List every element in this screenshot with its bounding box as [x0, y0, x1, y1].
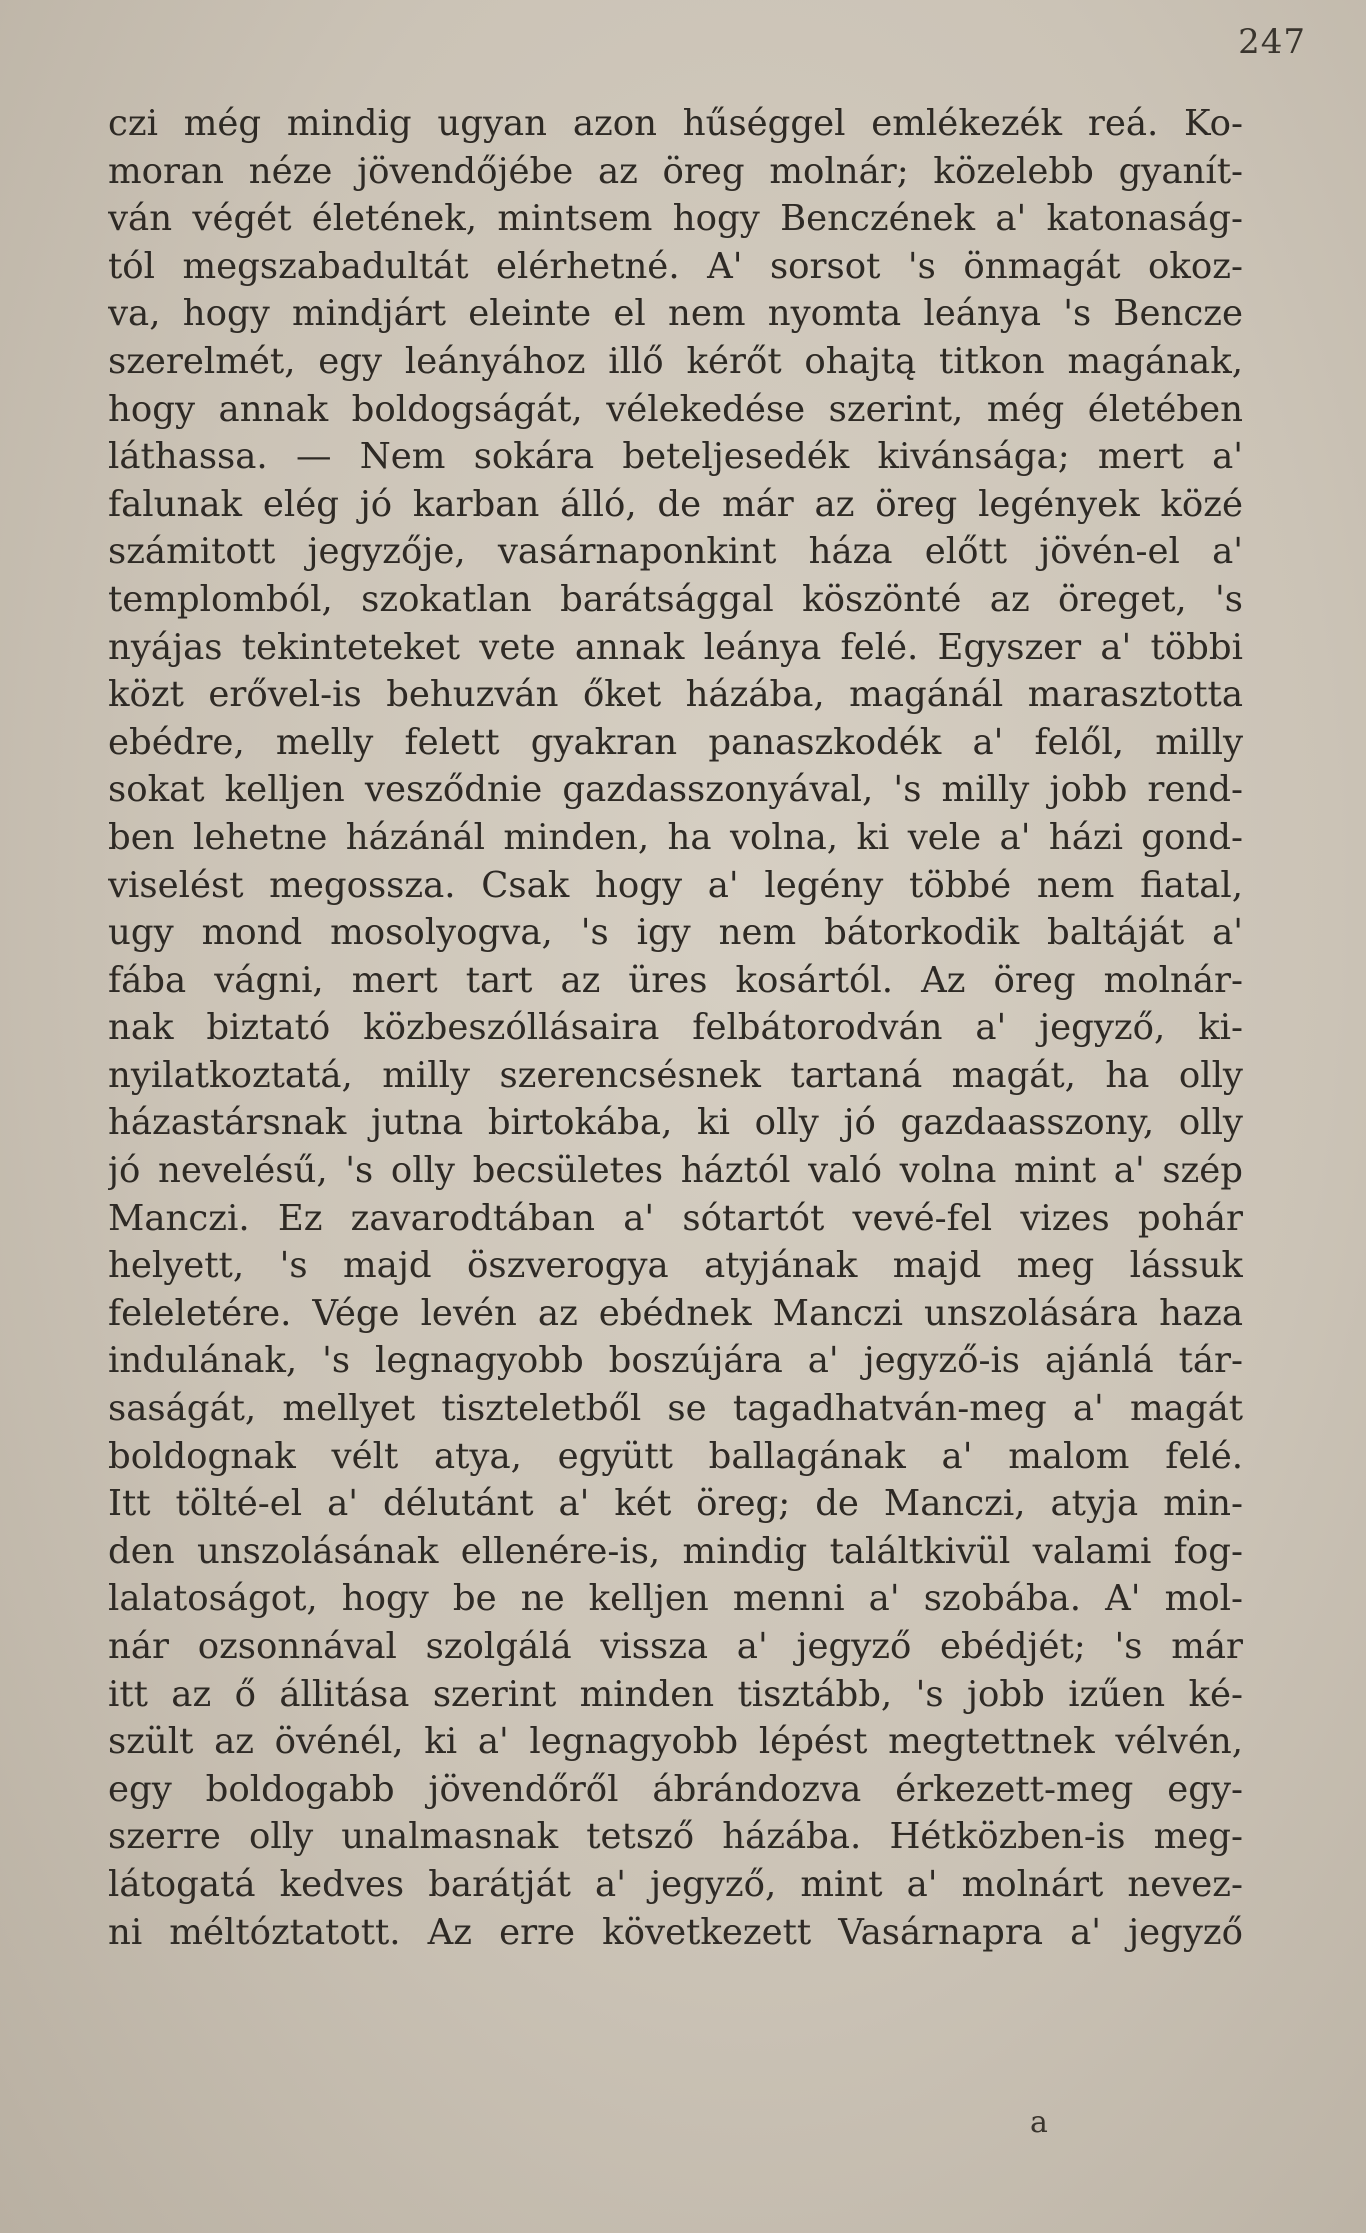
text-line: közt erővel-is behuzván őket házába, magánál marasztotta: [108, 674, 1243, 716]
text-line: nyilatkoztatá, milly szerencsésnek tartaná magát, ha olly: [108, 1054, 1243, 1096]
text-line: viselést megossza. Csak hogy a' legény többé nem fiatal,: [108, 864, 1243, 906]
text-line: lalatoságot, hogy be ne kelljen menni a' szobába. A' mol-: [108, 1578, 1243, 1620]
text-line: nyájas tekinteteket vete annak leánya felé. Egyszer a' többi: [108, 626, 1243, 668]
text-line: Itt tölté-el a' délutánt a' két öreg; de Manczi, atyja min-: [108, 1483, 1243, 1525]
text-line: falunak elég jó karban álló, de már az öreg legények közé: [108, 483, 1243, 525]
text-line: moran néze jövendőjébe az öreg molnár; közelebb gyanít-: [108, 150, 1243, 192]
text-line: ni méltóztatott. Az erre következett Vasárnapra a' jegyző: [108, 1911, 1243, 1953]
text-line: egy boldogabb jövendőről ábrándozva érkezett-meg egy-: [108, 1768, 1243, 1810]
text-line: házastársnak jutna birtokába, ki olly jó gazdaasszony, olly: [108, 1102, 1243, 1144]
text-line: va, hogy mindjárt eleinte el nem nyomta leánya 's Bencze: [108, 293, 1243, 335]
text-line: ván végét életének, mintsem hogy Benczének a' katonaság-: [108, 198, 1243, 240]
signature-mark: a: [1030, 2105, 1048, 2140]
body-text: [108, 100, 1243, 1956]
text-line: tól megszabadultát elérhetné. A' sorsot 's önmagát okoz-: [108, 245, 1243, 287]
text-line: fába vágni, mert tart az üres kosártól. Az öreg molnár-: [108, 959, 1243, 1001]
text-line: boldognak vélt atya, együtt ballagának a' malom felé.: [108, 1435, 1243, 1477]
text-line: hogy annak boldogságát, vélekedése szerint, még életében: [108, 388, 1243, 430]
text-line: templomból, szokatlan barátsággal köszönté az öreget, 's: [108, 578, 1243, 620]
text-line: den unszolásának ellenére-is, mindig találtkivül valami fog-: [108, 1530, 1243, 1572]
text-line: ben lehetne házánál minden, ha volna, ki vele a' házi gond-: [108, 816, 1243, 858]
text-line: szerre olly unalmasnak tetsző házába. Hétközben-is meg-: [108, 1816, 1243, 1858]
text-line: szült az övénél, ki a' legnagyobb lépést megtettnek vélvén,: [108, 1721, 1243, 1763]
text-line: ugy mond mosolyogva, 's igy nem bátorkodik baltáját a': [108, 912, 1243, 954]
text-line: nak biztató közbeszóllásaira felbátorodván a' jegyző, ki-: [108, 1007, 1243, 1049]
text-line: feleletére. Vége levén az ebédnek Manczi unszolására haza: [108, 1292, 1243, 1334]
text-line: Manczi. Ez zavarodtában a' sótartót vevé-fel vizes pohár: [108, 1197, 1243, 1239]
text-line: jó nevelésű, 's olly becsületes háztól való volna mint a' szép: [108, 1150, 1243, 1192]
text-line: itt az ő állitása szerint minden tisztább, 's jobb izűen ké-: [108, 1673, 1243, 1715]
text-line: láthassa. — Nem sokára beteljesedék kivánsága; mert a': [108, 436, 1243, 478]
text-line: számitott jegyzője, vasárnaponkint háza előtt jövén-el a': [108, 531, 1243, 573]
text-line: szerelmét, egy leányához illő kérőt ohajtą titkon magának,: [108, 340, 1243, 382]
text-line: sokat kelljen vesződnie gazdasszonyával, 's milly jobb rend-: [108, 769, 1243, 811]
text-line: indulának, 's legnagyobb boszújára a' jegyző-is ajánlá tár-: [108, 1340, 1243, 1382]
text-line: helyett, 's majd öszverogya atyjának majd meg lássuk: [108, 1245, 1243, 1287]
text-line: ebédre, melly felett gyakran panaszkodék a' felől, milly: [108, 721, 1243, 763]
text-line: saságát, mellyet tiszteletből se tagadhatván-meg a' magát: [108, 1388, 1243, 1430]
text-line: látogatá kedves barátját a' jegyző, mint a' molnárt nevez-: [108, 1863, 1243, 1905]
text-line: czi még mindig ugyan azon hűséggel emlékezék reá. Ko-: [108, 103, 1243, 144]
text-line: nár ozsonnával szolgálá vissza a' jegyző ebédjét; 's már: [108, 1626, 1243, 1667]
page-number: 247: [1238, 22, 1306, 62]
